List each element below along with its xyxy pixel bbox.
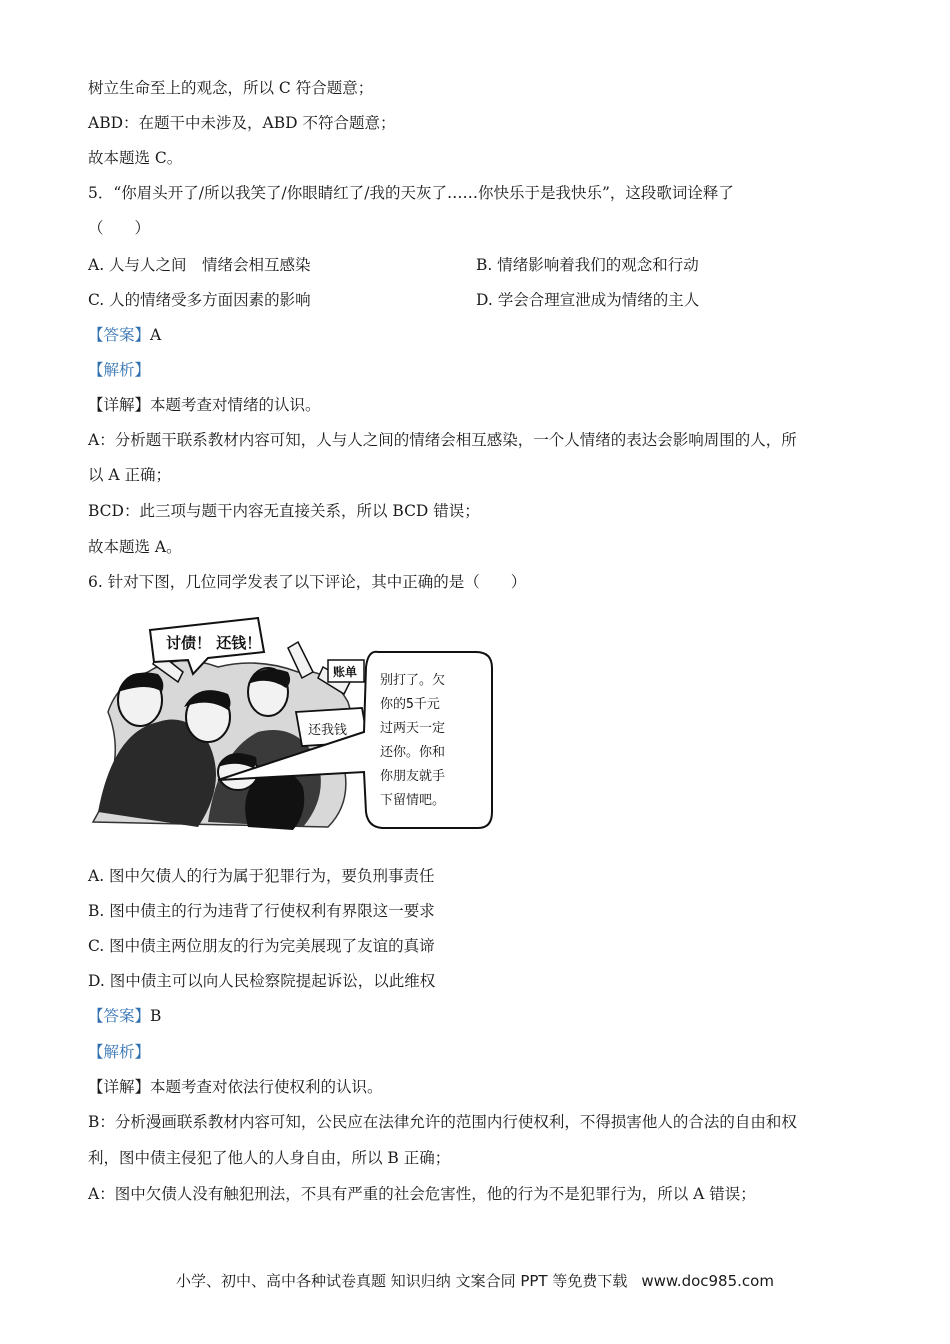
question-5-stem: 5．“你眉头开了/所以我笑了/你眼睛红了/我的天灰了……你快乐于是我快乐”，这段歌词诠释了 (88, 184, 734, 202)
detail-line: 【详解】本题考查对情绪的认识。 (88, 396, 321, 414)
explanation-line: BCD：此三项与题干内容无直接关系，所以 BCD 错误； (88, 502, 480, 520)
option-a: A. 图中欠债人的行为属于犯罪行为，要负刑事责任 (88, 867, 435, 885)
explanation-line: 故本题选 A。 (88, 538, 182, 556)
speech-line: 下留情吧。 (380, 793, 446, 808)
explanation-line: A：分析题干联系教材内容可知，人与人之间的情绪会相互感染，一个人情绪的表达会影响周围的人，所 (88, 431, 797, 449)
explanation-line: 利，图中债主侵犯了他人的人身自由，所以 B 正确； (88, 1149, 451, 1167)
cartoon-mid-bubble-text: 还我钱 (308, 723, 348, 738)
footer-url-link[interactable]: www.doc985.com (641, 1272, 774, 1290)
text-line: ABD：在题干中未涉及，ABD 不符合题意； (88, 114, 396, 132)
option-d: D. 图中债主可以向人民检察院提起诉讼，以此维权 (88, 972, 436, 990)
speech-line: 还你。你和 (380, 745, 446, 760)
analysis-tag: 【解析】 (88, 1043, 151, 1061)
speech-line: 你朋友就手 (380, 769, 446, 784)
explanation-line: B：分析漫画联系教材内容可知，公民应在法律允许的范围内行使权利，不得损害他人的合法的自由和权 (88, 1113, 797, 1131)
footer-text: 小学、初中、高中各种试卷真题 知识归纳 文案合同 PPT 等免费下载 (176, 1272, 628, 1290)
option-c: C. 人的情绪受多方面因素的影响 (88, 291, 311, 309)
question-5-paren: （ ） (88, 219, 151, 237)
explanation-line: A：图中欠债人没有触犯刑法，不具有严重的社会危害性，他的行为不是犯罪行为，所以 A 错误； (88, 1185, 756, 1203)
option-b: B. 情绪影响着我们的观念和行动 (476, 256, 699, 274)
page-footer (0, 1270, 950, 1291)
answer-value: B (150, 1007, 162, 1025)
answer-line (88, 1006, 161, 1026)
option-a: A. 人与人之间 情绪会相互感染 (88, 256, 311, 274)
analysis-tag: 【解析】 (88, 361, 151, 379)
answer-value: A (150, 326, 162, 344)
text-line: 树立生命至上的观念，所以 C 符合题意； (88, 79, 374, 97)
speech-line: 过两天一定 (380, 721, 446, 736)
cartoon-sign-text: 账单 (333, 665, 358, 679)
speech-line: 别打了。欠 (380, 673, 446, 688)
detail-line: 【详解】本题考查对依法行使权利的认识。 (88, 1078, 383, 1096)
text-line: 故本题选 C。 (88, 149, 183, 167)
debt-cartoon-image (88, 612, 494, 834)
explanation-line: 以 A 正确； (88, 466, 172, 484)
cartoon-top-bubble-text: 讨债！ 还钱！ (166, 634, 262, 652)
option-d: D. 学会合理宣泄成为情绪的主人 (476, 291, 700, 309)
question-6-stem: 6. 针对下图，几位同学发表了以下评论，其中正确的是（ ） (88, 573, 527, 591)
answer-line (88, 325, 161, 345)
option-c: C. 图中债主两位朋友的行为完美展现了友谊的真谛 (88, 937, 435, 955)
answer-tag: 【答案】 (88, 1007, 151, 1025)
speech-line: 你的5千元 (380, 697, 440, 712)
answer-tag: 【答案】 (88, 326, 151, 344)
option-b: B. 图中债主的行为违背了行使权利有界限这一要求 (88, 902, 435, 920)
